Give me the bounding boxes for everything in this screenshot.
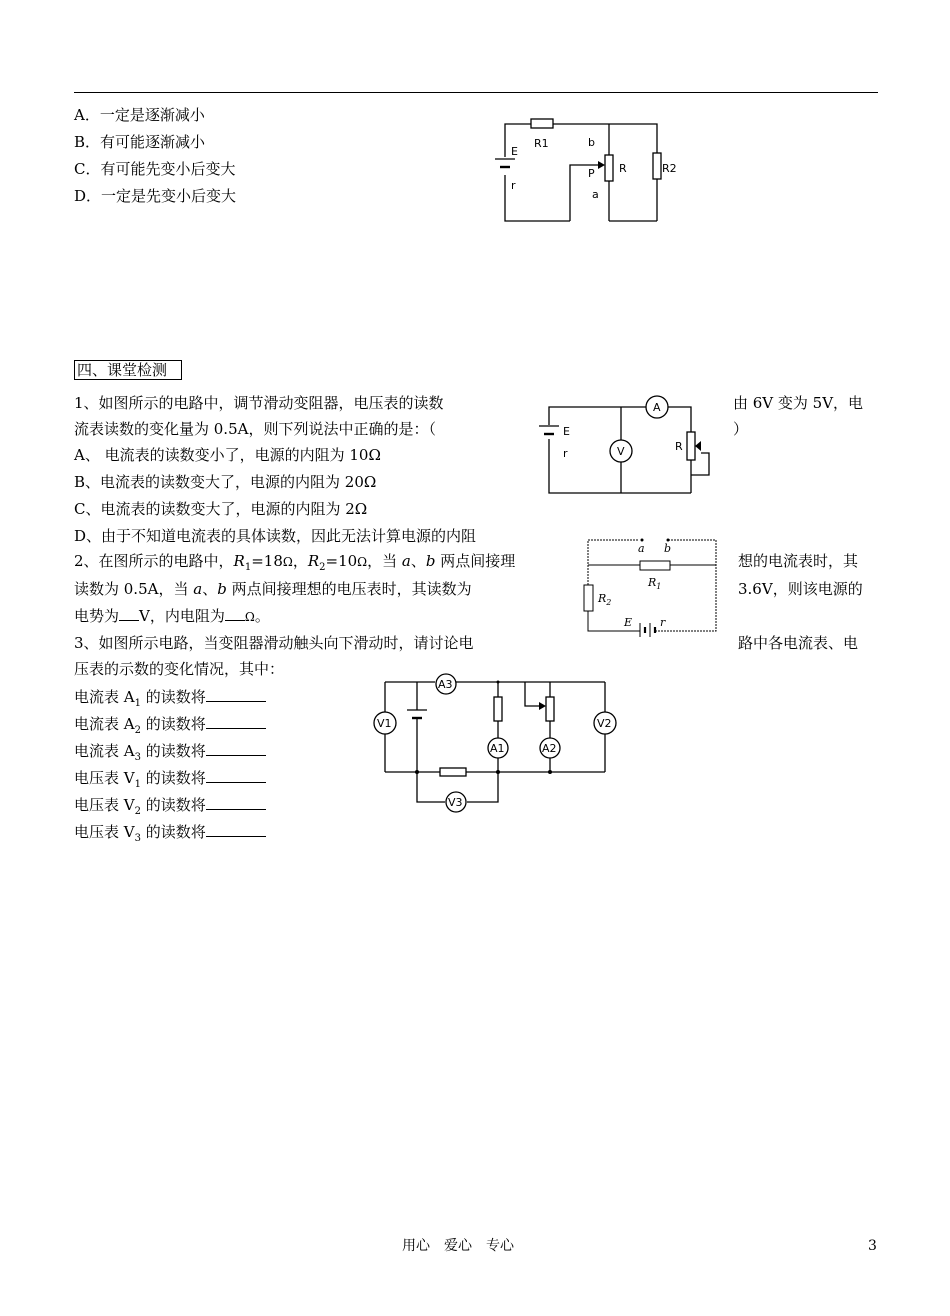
q2-line2	[74, 579, 472, 599]
circuit3-label-E: E	[624, 616, 633, 629]
circuit2-label-R: R	[675, 440, 683, 453]
q2-point-b: b	[217, 580, 227, 598]
q3-item-text: 的读数将	[140, 823, 206, 841]
q2-r2-value: =10	[325, 552, 358, 570]
circuit1-label-R: R	[619, 162, 627, 175]
q3-item-v1	[74, 767, 266, 795]
q3-item-text: 的读数将	[140, 796, 206, 814]
q3-item-v3	[74, 821, 266, 849]
circuit3-label-b: b	[664, 542, 672, 555]
prev-option-d: D．一定是先变小后变大	[74, 187, 237, 205]
circuit4-voltmeter-V2: V2	[597, 717, 612, 730]
q2-line2-right: 3.6V，则该电源的	[738, 580, 863, 598]
q2-line3	[74, 605, 270, 627]
circuit1-label-r: r	[511, 179, 516, 192]
q2-ohm-1: Ω	[282, 555, 293, 569]
q2-text: 电势为	[74, 607, 120, 625]
q3-item-sub: 3	[134, 833, 141, 844]
circuit2-voltmeter-V: V	[617, 445, 625, 458]
q1-line1-left: 1、如图所示的电路中，调节滑动变阻器，电压表的读数	[74, 394, 444, 412]
prev-option-a: A．一定是逐渐减小	[74, 106, 205, 124]
circuit-diagram-1	[495, 115, 677, 230]
q2-text: 读数为 0.5A，当	[74, 580, 194, 598]
prev-option-b: B．有可能逐渐减小	[74, 133, 206, 151]
circuit-diagram-3	[578, 535, 723, 635]
circuit2-label-E: E	[563, 425, 570, 438]
q3-item-sub: 3	[134, 752, 141, 763]
circuit1-label-b: b	[588, 136, 595, 149]
q2-text: ，当	[367, 552, 402, 570]
q3-item-text: 电流表 A	[74, 715, 135, 733]
q3-item-text: 电压表 V	[74, 823, 135, 841]
q1-line2-right: ）	[733, 420, 749, 438]
q3-item-a2	[74, 713, 266, 741]
q1-line2-left: 流表读数的变化量为 0.5A，则下列说法中正确的是：（	[74, 420, 436, 438]
q2-r1-sub: 1	[244, 562, 252, 573]
q2-text: 两点间接理想的电压表时，其读数为	[226, 580, 472, 598]
q2-sep: 、	[410, 552, 426, 570]
circuit3-label-r: r	[660, 616, 666, 629]
q3-item-text: 电流表 A	[74, 688, 135, 706]
section-title: 四、课堂检测	[74, 360, 182, 380]
circuit1-label-R2: R2	[662, 162, 677, 175]
q2-point-a: a	[193, 580, 203, 598]
q3-blank-v2[interactable]	[206, 794, 266, 810]
q3-item-a1	[74, 686, 266, 714]
q3-item-sub: 1	[134, 779, 141, 790]
q2-text: 2、在图所示的电路中，	[74, 552, 234, 570]
prev-option-c: C．有可能先变小后变大	[74, 160, 236, 178]
q3-item-text: 电压表 V	[74, 796, 135, 814]
q3-item-sub: 2	[134, 725, 141, 736]
q3-item-text: 的读数将	[140, 688, 206, 706]
circuit-diagram-2	[535, 395, 720, 497]
footer-motto: 用心 爱心 专心	[402, 1238, 514, 1254]
q3-item-text: 的读数将	[140, 715, 206, 733]
q3-blank-v3[interactable]	[206, 821, 266, 837]
q3-blank-a2[interactable]	[206, 713, 266, 729]
q1-option-b: B、电流表的读数变大了，电源的内阻为 20Ω	[74, 473, 377, 491]
header-rule	[74, 92, 878, 93]
q3-item-text: 电流表 A	[74, 742, 135, 760]
circuit3-label-a: a	[638, 542, 645, 555]
q3-blank-v1[interactable]	[206, 767, 266, 783]
circuit3-label-R2: $R_2$	[598, 592, 612, 607]
q3-line1-left: 3、如图所示电路，当变阻器滑动触头向下滑动时，请讨论电	[74, 634, 474, 652]
q3-item-v2	[74, 794, 266, 822]
q2-r2-sub: 2	[319, 562, 326, 573]
circuit4-voltmeter-V3: V3	[448, 796, 463, 809]
q3-blank-a1[interactable]	[206, 686, 266, 702]
q2-point-b: b	[425, 552, 436, 570]
q2-point-a: a	[401, 552, 411, 570]
q2-emf-blank[interactable]	[119, 605, 139, 621]
q2-line1	[74, 551, 515, 578]
q1-option-a: A、 电流表的读数变小了，电源的内阻为 10Ω	[74, 446, 381, 464]
q3-blank-a3[interactable]	[206, 740, 266, 756]
q2-ohm-2: Ω	[357, 555, 368, 569]
page-number: 3	[868, 1238, 877, 1254]
q2-r2-symbol: R	[307, 552, 320, 570]
circuit4-ammeter-A1: A1	[490, 742, 505, 755]
q2-text: 两点间接理	[435, 552, 516, 570]
circuit1-label-R1: R1	[534, 137, 549, 150]
q1-option-d: D、由于不知道电流表的具体读数，因此无法计算电源的内阻	[74, 527, 477, 545]
circuit1-label-P: P	[588, 167, 595, 180]
q2-ohm-3: Ω	[244, 610, 255, 624]
q1-line1-right: 由 6V 变为 5V，电	[733, 394, 864, 412]
q3-item-sub: 1	[134, 698, 141, 709]
q3-line2: 压表的示数的变化情况，其中：	[74, 660, 285, 678]
q3-line1-right: 路中各电流表、电	[738, 634, 859, 652]
q3-item-text: 电压表 V	[74, 769, 135, 787]
q2-text: V，内电阻为	[139, 607, 225, 625]
q2-comma: ，	[292, 552, 308, 570]
q3-item-a3	[74, 740, 266, 768]
circuit-diagram-4	[370, 672, 620, 822]
q2-resistance-blank[interactable]	[225, 605, 245, 621]
circuit3-label-R1: $R_1$	[648, 576, 662, 591]
q2-line1-right: 想的电流表时，其	[738, 552, 859, 570]
circuit4-voltmeter-V1: V1	[377, 717, 392, 730]
circuit4-ammeter-A3: A3	[438, 678, 453, 691]
circuit4-ammeter-A2: A2	[542, 742, 557, 755]
circuit1-label-E: E	[511, 145, 518, 158]
circuit2-ammeter-A: A	[653, 401, 661, 414]
circuit2-label-r: r	[563, 447, 568, 460]
q1-option-c: C、电流表的读数变大了，电源的内阻为 2Ω	[74, 500, 368, 518]
q2-sep: 、	[202, 580, 218, 598]
q3-item-sub: 2	[134, 806, 141, 817]
q2-r1-symbol: R	[233, 552, 245, 570]
q3-item-text: 的读数将	[140, 742, 206, 760]
q2-text: 。	[254, 607, 270, 625]
circuit1-label-a: a	[592, 188, 599, 201]
q2-r1-value: =18	[251, 552, 283, 570]
q3-item-text: 的读数将	[140, 769, 206, 787]
